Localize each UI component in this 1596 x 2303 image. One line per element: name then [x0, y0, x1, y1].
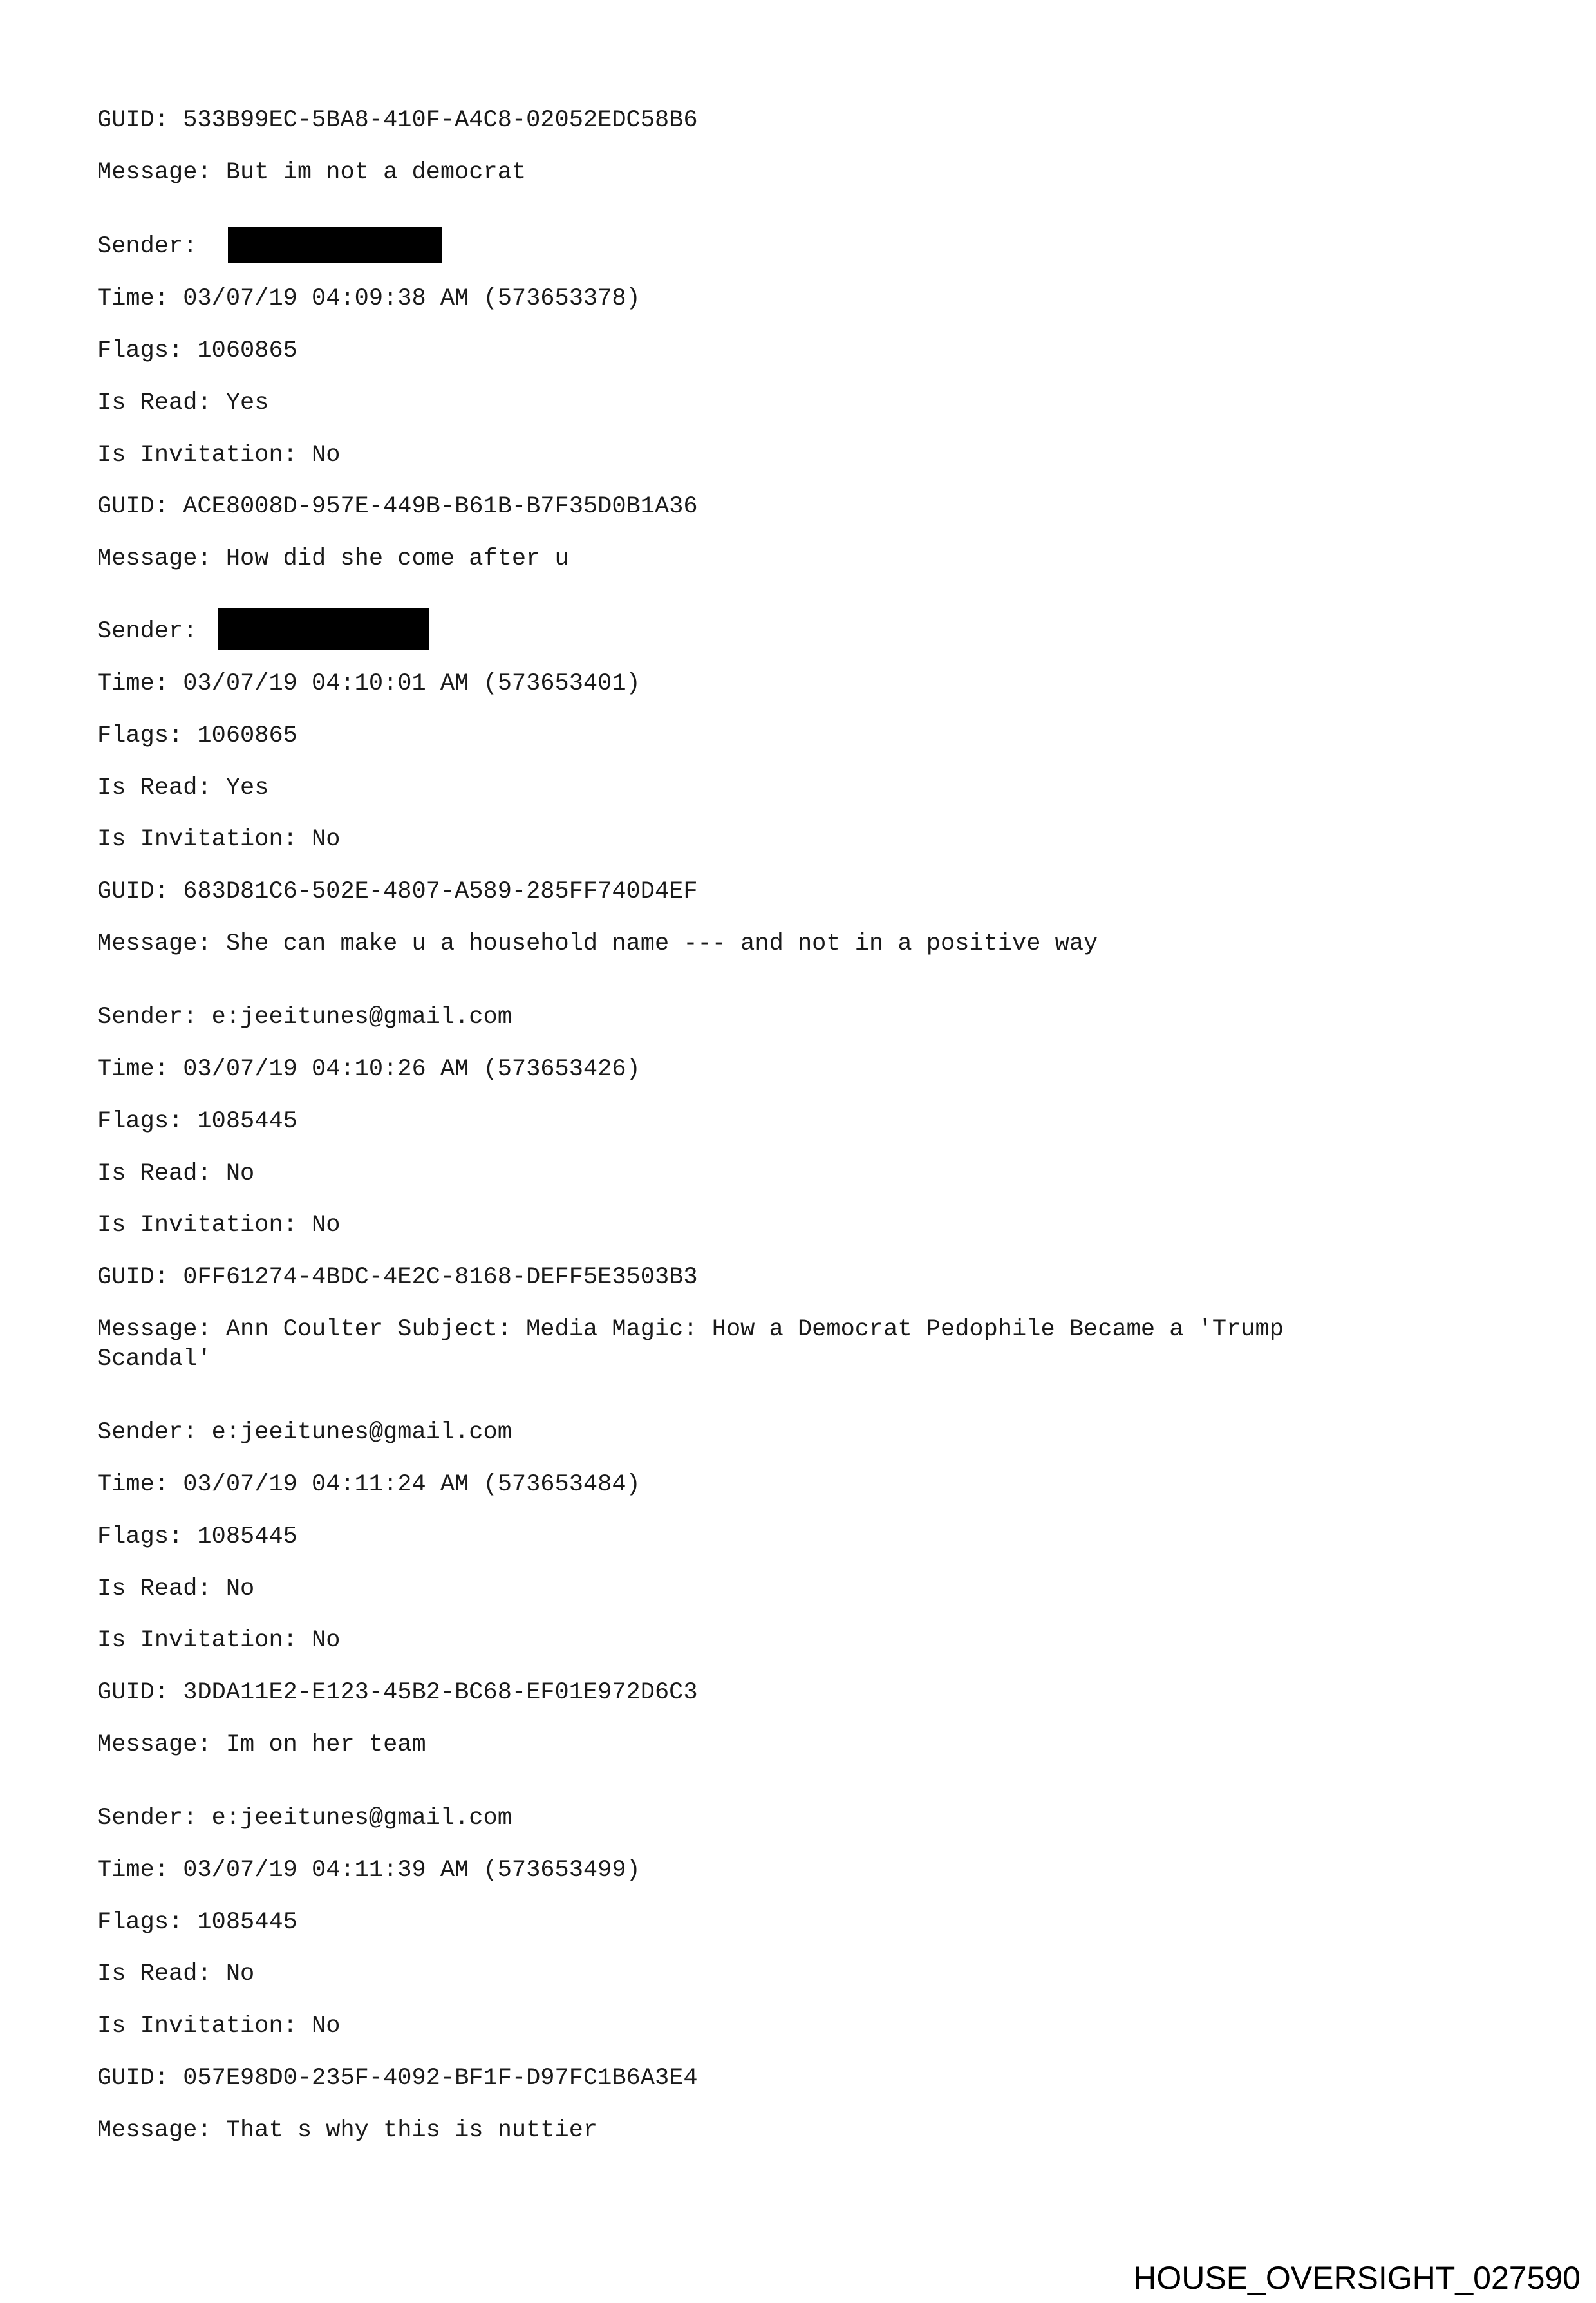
record-message: Message: But im not a democrat: [97, 159, 527, 186]
record-is-invitation: Is Invitation: No: [97, 1627, 341, 1654]
record-guid: GUID: 057E98D0-235F-4092-BF1F-D97FC1B6A3E4: [97, 2065, 698, 2092]
record-is-invitation: Is Invitation: No: [97, 442, 341, 469]
record-flags: Flags: 1060865: [97, 337, 297, 364]
record-is-invitation: Is Invitation: No: [97, 826, 341, 853]
record-is-invitation: Is Invitation: No: [97, 2013, 341, 2040]
record-is-read: Is Read: Yes: [97, 390, 269, 417]
record-sender: Sender: e:jeeitunes@gmail.com: [97, 1004, 512, 1031]
bates-number: HOUSE_OVERSIGHT_027590: [1133, 2260, 1581, 2296]
record-flags: Flags: 1085445: [97, 1108, 297, 1135]
record-flags: Flags: 1060865: [97, 722, 297, 749]
record-sender: Sender: e:jeeitunes@gmail.com: [97, 1805, 512, 1832]
record-guid: GUID: 683D81C6-502E-4807-A589-285FF740D4EF: [97, 878, 698, 905]
record-message: Message: That s why this is nuttier: [97, 2117, 598, 2144]
record-time: Time: 03/07/19 04:10:26 AM (573653426): [97, 1056, 641, 1083]
record-time: Time: 03/07/19 04:11:39 AM (573653499): [97, 1857, 641, 1884]
record-is-read: Is Read: No: [97, 1160, 255, 1187]
record-is-read: Is Read: Yes: [97, 775, 269, 802]
record-time: Time: 03/07/19 04:09:38 AM (573653378): [97, 285, 641, 312]
record-is-invitation: Is Invitation: No: [97, 1212, 341, 1239]
record-sender: Sender: e:jeeitunes@gmail.com: [97, 1419, 512, 1446]
record-flags: Flags: 1085445: [97, 1909, 297, 1936]
record-message: Message: Im on her team: [97, 1731, 426, 1758]
record-guid: GUID: 3DDA11E2-E123-45B2-BC68-EF01E972D6C3: [97, 1679, 698, 1706]
record-guid: GUID: 533B99EC-5BA8-410F-A4C8-02052EDC58B6: [97, 107, 698, 134]
record-time: Time: 03/07/19 04:11:24 AM (573653484): [97, 1471, 641, 1498]
record-sender: Sender:: [97, 618, 212, 645]
record-flags: Flags: 1085445: [97, 1523, 297, 1550]
redaction-block: [218, 608, 429, 650]
record-message: Message: How did she come after u: [97, 545, 569, 572]
record-is-read: Is Read: No: [97, 1575, 255, 1603]
record-sender: Sender:: [97, 233, 212, 260]
record-time: Time: 03/07/19 04:10:01 AM (573653401): [97, 670, 641, 697]
record-is-read: Is Read: No: [97, 1960, 255, 1988]
redaction-block: [228, 227, 442, 263]
record-guid: GUID: ACE8008D-957E-449B-B61B-B7F35D0B1A36: [97, 493, 698, 520]
record-message: Message: Ann Coulter Subject: Media Magic: How a Democrat Pedophile Became a 'Trump Scandal': [97, 1316, 1284, 1373]
record-message: Message: She can make u a household name --- and not in a positive way: [97, 930, 1098, 957]
record-guid: GUID: 0FF61274-4BDC-4E2C-8168-DEFF5E3503B3: [97, 1264, 698, 1291]
